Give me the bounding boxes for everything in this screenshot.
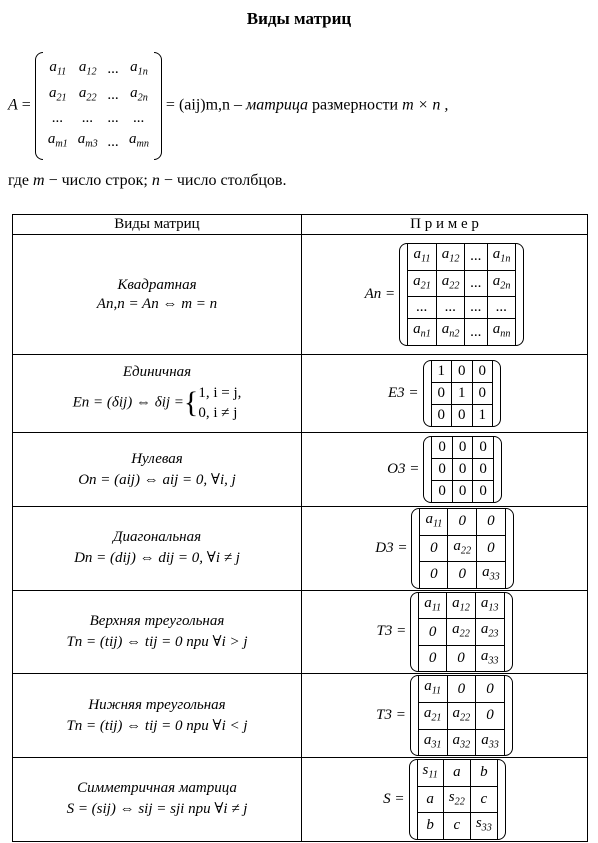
matrix-cell: 0	[476, 676, 505, 703]
matrix-cell: 0	[447, 645, 476, 672]
matrix-cell: ...	[436, 297, 465, 319]
matrix-definition: A = $a_{11}$ $a_{12}$ ... $a_{1n}$ $a_{21}$ $a_{22}$ ... $a_{2n}$ ... ... ... ... $a_{m1}$ $a_{m3}$ ... $a_{mn}$ = (aij)m,n – матрица размерности m × n ,	[8, 52, 448, 160]
matrix-label: – матрица	[234, 96, 309, 114]
m-symbol: m	[33, 172, 45, 189]
matrix-cell: 0	[419, 645, 447, 672]
rows-text: − число строк;	[48, 172, 148, 189]
matrix-type-name: Нулевая	[131, 450, 183, 467]
matrix-cell: 0	[476, 702, 505, 729]
matrix-cell: $a_{31}$	[418, 729, 447, 756]
matrix-cell: 0	[477, 535, 506, 562]
example-symbol: T3 =	[376, 707, 406, 724]
matrix-cell: 0	[452, 361, 473, 383]
matrix-cell: 0	[452, 459, 473, 481]
dimension-value: m × n ,	[402, 96, 449, 114]
matrix-cell: 0	[472, 361, 493, 383]
matrix-cell: $a_{n1}$	[408, 319, 437, 346]
matrix-type-formula: S = (sij) ⇔ sij = sji при ∀i ≠ j	[66, 801, 248, 818]
example-matrix	[409, 759, 506, 840]
matrix-symbol: A	[8, 96, 18, 114]
matrix-type-formula: Dn = (dij) ⇔ dij = 0, ∀i ≠ j	[74, 550, 240, 567]
matrix-cell: ...	[107, 61, 119, 78]
matrix-cell: ...	[465, 319, 487, 346]
matrix-cell: $a_{2n}$	[130, 84, 148, 104]
matrix-cell: ...	[107, 110, 119, 127]
matrix-example	[302, 355, 588, 433]
case-equal: 1, i = j,	[198, 385, 242, 401]
matrix-cell: $a_{21}$	[418, 702, 447, 729]
matrix-cell: 0	[473, 459, 494, 481]
matrix-type-name: Нижняя треугольная	[88, 696, 226, 713]
case-not-equal: 0, i ≠ j	[198, 405, 238, 421]
matrix-cell: $a_{33}$	[475, 645, 504, 672]
n-symbol: n	[151, 172, 160, 189]
table-row	[13, 235, 588, 355]
matrix-cell: 1	[472, 405, 493, 427]
matrix-example	[302, 590, 588, 674]
matrix-cell: $a_{21}$	[408, 270, 437, 297]
matrix-cell: $a_{22}$	[436, 270, 465, 297]
matrix-type-formula: En = (δij) ⇔ δij ={1, i = j, 0, i ≠ j	[72, 385, 242, 421]
matrix-cell: $a_{22}$	[78, 84, 97, 104]
matrix-cell: ...	[408, 297, 437, 319]
matrix-type-definition	[13, 507, 302, 591]
matrix-cell: $a_{22}$	[448, 535, 477, 562]
matrix-type-definition	[13, 590, 302, 674]
matrix-cell: ...	[465, 244, 487, 271]
matrix-cell: $a_{m1}$	[47, 131, 68, 150]
matrix-type-definition	[13, 433, 302, 507]
matrix-example	[302, 433, 588, 507]
matrix-cell: 0	[447, 676, 476, 703]
matrix-cell: a	[417, 786, 443, 813]
matrix-type-formula: Tn = (tij) ⇔ tij = 0 при ∀i > j	[66, 634, 248, 651]
matrix-type-name: Квадратная	[117, 276, 197, 293]
matrix-cell: ...	[107, 87, 119, 103]
matrix-cell: 1	[452, 383, 473, 405]
dimension-label: размерности	[312, 96, 399, 114]
general-matrix	[35, 52, 162, 160]
matrix-notation: (aij)m,n	[178, 96, 231, 114]
matrix-cell: $a_{1n}$	[130, 59, 148, 78]
page-title: Виды матриц	[246, 9, 352, 28]
matrix-cell: 0	[473, 481, 494, 503]
matrix-cell: ...	[487, 297, 516, 319]
matrix-cell: 1	[431, 361, 452, 383]
matrix-cell: $a_{33}$	[476, 729, 505, 756]
matrix-type-name: Единичная	[122, 364, 192, 380]
where-text: где	[8, 172, 30, 189]
matrix-cell: a	[443, 760, 470, 787]
matrix-type-definition	[13, 758, 302, 842]
matrix-cell: 0	[477, 509, 506, 536]
matrix-cell: 0	[431, 405, 452, 427]
example-matrix	[423, 436, 502, 503]
matrix-cell: 0	[420, 562, 448, 589]
matrix-cell: $a_{33}$	[477, 562, 506, 589]
matrix-cell: ...	[107, 133, 119, 150]
example-symbol: E3 =	[387, 384, 419, 401]
matrix-type-definition	[13, 674, 302, 758]
header-types: Виды матриц	[13, 215, 302, 235]
example-matrix	[423, 360, 502, 427]
matrix-cell: $a_{13}$	[475, 592, 504, 619]
matrix-type-formula: On = (aij) ⇔ aij = 0, ∀i, j	[78, 471, 236, 488]
matrix-cell: $a_{mn}$	[128, 131, 149, 150]
matrix-cell: 0	[452, 405, 473, 427]
example-symbol: An =	[364, 285, 396, 302]
matrix-types-table	[12, 214, 588, 842]
matrix-cell: 0	[432, 481, 453, 503]
matrix-cell: $a_{11}$	[419, 592, 447, 619]
matrix-cell: $a_{11}$	[49, 59, 67, 78]
example-matrix	[410, 592, 512, 673]
matrix-cell: ...	[133, 110, 145, 127]
matrix-cell: 0	[472, 383, 493, 405]
matrix-cell: $a_{12}$	[447, 592, 476, 619]
matrix-example	[302, 235, 588, 355]
table-row	[13, 433, 588, 507]
matrix-example	[302, 758, 588, 842]
example-symbol: O3 =	[387, 460, 420, 477]
columns-text: − число столбцов.	[163, 172, 287, 189]
matrix-cell: $a_{32}$	[447, 729, 476, 756]
matrix-cell: b	[470, 760, 497, 787]
matrix-example	[302, 507, 588, 591]
matrix-cell: 0	[448, 509, 477, 536]
table-row	[13, 507, 588, 591]
matrix-cell: ...	[52, 110, 64, 127]
matrix-type-name: Диагональная	[112, 529, 202, 546]
matrix-cell: c	[443, 813, 470, 840]
matrix-cell: $a_{n2}$	[436, 319, 465, 346]
matrix-example	[302, 674, 588, 758]
matrix-cell: $a_{1n}$	[487, 244, 516, 271]
matrix-cell: $a_{23}$	[475, 619, 504, 646]
matrix-cell: 0	[432, 437, 453, 459]
table-row	[13, 758, 588, 842]
matrix-cell: c	[470, 786, 497, 813]
dimension-explanation	[8, 172, 286, 190]
matrix-cell: $a_{22}$	[447, 702, 476, 729]
matrix-cell: 0	[452, 437, 473, 459]
matrix-cell: $a_{nn}$	[487, 319, 516, 346]
matrix-cell: $a_{11}$	[408, 244, 437, 271]
example-matrix	[411, 508, 513, 589]
matrix-type-definition	[13, 235, 302, 355]
matrix-cell: $a_{21}$	[48, 84, 67, 104]
matrix-cell: $a_{12}$	[78, 59, 97, 78]
matrix-type-formula: Tn = (tij) ⇔ tij = 0 при ∀i < j	[66, 717, 248, 734]
matrix-cell: $a_{2n}$	[487, 270, 516, 297]
matrix-cell: b	[417, 813, 443, 840]
table-row	[13, 355, 588, 433]
matrix-cell: $a_{11}$	[418, 676, 447, 703]
matrix-cell: ...	[465, 297, 487, 319]
table-row	[13, 674, 588, 758]
matrix-cell: $a_{11}$	[420, 509, 448, 536]
example-matrix	[410, 675, 513, 756]
header-example: П р и м е р	[302, 215, 588, 235]
matrix-cell: 0	[432, 459, 453, 481]
matrix-type-definition	[13, 355, 302, 433]
matrix-cell: $s_{33}$	[470, 813, 497, 840]
matrix-cell: 0	[431, 383, 452, 405]
matrix-cell: 0	[419, 619, 447, 646]
matrix-cell: $a_{m3}$	[77, 131, 98, 150]
example-symbol: S =	[383, 790, 405, 807]
example-symbol: T3 =	[376, 623, 407, 640]
matrix-type-formula: An,n = An ⇔ m = n	[96, 295, 218, 312]
example-symbol: D3 =	[375, 539, 408, 556]
matrix-cell: $s_{11}$	[417, 760, 443, 787]
matrix-cell: $a_{12}$	[436, 244, 465, 271]
matrix-cell: 0	[420, 535, 448, 562]
matrix-cell: 0	[448, 562, 477, 589]
matrix-cell: 0	[452, 481, 473, 503]
matrix-cell: ...	[465, 270, 487, 297]
matrix-type-name: Верхняя треугольная	[89, 613, 225, 630]
matrix-cell: 0	[473, 437, 494, 459]
example-matrix	[399, 243, 524, 346]
matrix-cell: $s_{22}$	[443, 786, 470, 813]
matrix-type-name: Симметричная матрица	[77, 780, 237, 797]
table-row	[13, 590, 588, 674]
matrix-cell: ...	[82, 110, 94, 127]
matrix-cell: $a_{22}$	[447, 619, 476, 646]
